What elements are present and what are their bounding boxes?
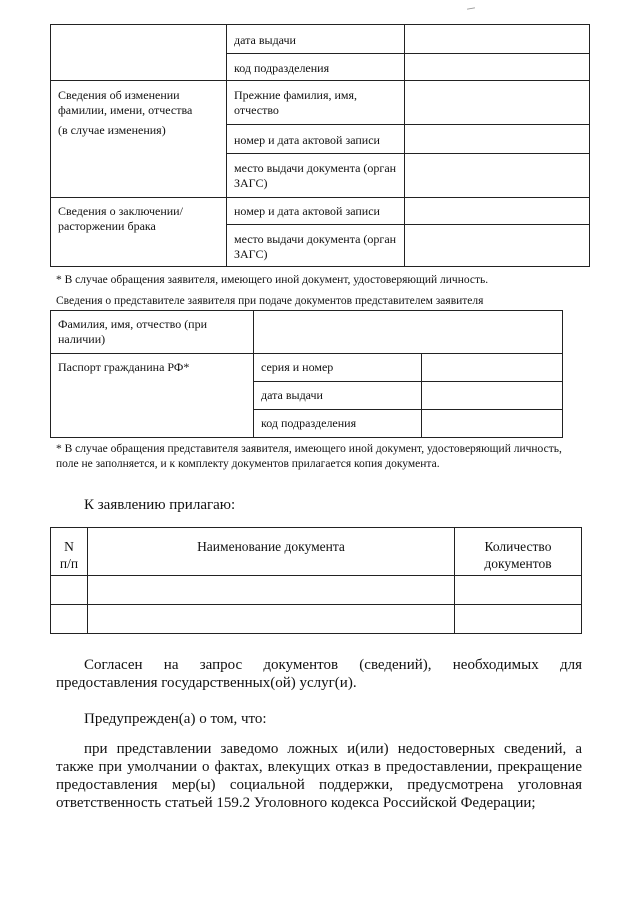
warning-line-3: предоставления мер(ы) социальной поддержки, предусмотрена уголовная (56, 777, 582, 793)
representative-title: Сведения о представителе заявителя при подаче документов представителем заявителя (56, 295, 484, 307)
issue-date-label: дата выдачи (227, 25, 405, 54)
row1-count[interactable] (455, 576, 582, 605)
empty-label-cell (51, 25, 227, 81)
marriage-office-value[interactable] (405, 225, 590, 267)
name-change-section (51, 81, 227, 198)
consent-paragraph (56, 656, 582, 692)
col-count-header: Количество документов (455, 528, 582, 576)
warning-line-2: также при умолчании о фактах, влекущих отказ в предоставлении, прекращение (56, 759, 582, 775)
row1-document[interactable] (88, 576, 455, 605)
consent-line-1: Согласен на запрос документов (сведений), необходимых для (84, 657, 582, 673)
division-code-label: код подразделения (227, 54, 405, 81)
previous-name-label: Прежние фамилия, имя, отчество (227, 81, 405, 125)
passport-label: Паспорт гражданина РФ* (51, 354, 254, 438)
marriage-heading: Сведения о заключении/расторжении брака (51, 198, 227, 267)
col-document-header: Наименование документа (88, 528, 455, 576)
row2-document[interactable] (88, 605, 455, 634)
warning-heading: Предупрежден(а) о том, что: (84, 711, 267, 727)
row2-count[interactable] (455, 605, 582, 634)
record-number-value[interactable] (405, 125, 590, 154)
representative-name-label: Фамилия, имя, отчество (при наличии) (51, 311, 254, 354)
rep-issue-date-label: дата выдачи (254, 382, 422, 410)
warning-paragraph (56, 740, 582, 812)
attachments-heading: К заявлению прилагаю: (84, 497, 236, 513)
rep-division-value[interactable] (422, 410, 563, 438)
row2-number[interactable] (51, 605, 88, 634)
issuing-office-label: место выдачи документа (орган ЗАГС) (227, 154, 405, 198)
row1-number[interactable] (51, 576, 88, 605)
rep-issue-date-value[interactable] (422, 382, 563, 410)
issuing-office-value[interactable] (405, 154, 590, 198)
rep-series-value[interactable] (422, 354, 563, 382)
warning-line-1: при представлении заведомо ложных и(или) недостоверных сведений, а (84, 741, 582, 757)
marriage-record-label: номер и дата актовой записи (227, 198, 405, 225)
record-number-label: номер и дата актовой записи (227, 125, 405, 154)
marriage-record-value[interactable] (405, 198, 590, 225)
marriage-office-label: место выдачи документа (орган ЗАГС) (227, 225, 405, 267)
name-change-heading: Сведения об изменении фамилии, имени, отчества (58, 88, 193, 117)
warning-line-4: ответственность статьей 159.2 Уголовного кодекса Российской Федерации; (56, 795, 536, 811)
representative-name-value[interactable] (254, 311, 563, 354)
applicant-details-table (50, 24, 590, 267)
footnote-applicant: * В случае обращения заявителя, имеющего иной документ, удостоверяющий личность. (56, 274, 489, 286)
scan-mark (467, 7, 475, 9)
representative-table (50, 310, 563, 438)
col-number-header: N п/п (51, 528, 88, 576)
name-change-note: (в случае изменения) (58, 123, 166, 137)
footnote-representative: * В случае обращения представителя заявителя, имеющего иной документ, удостоверяющий личность, поле не заполняется, и к комплекту документов прилагается копия документа. (56, 443, 562, 470)
rep-series-label: серия и номер (254, 354, 422, 382)
previous-name-value[interactable] (405, 81, 590, 125)
attachments-table (50, 527, 582, 634)
rep-division-label: код подразделения (254, 410, 422, 438)
issue-date-value[interactable] (405, 25, 590, 54)
division-code-value[interactable] (405, 54, 590, 81)
consent-line-2: предоставления государственных(ой) услуг(и). (56, 675, 357, 691)
